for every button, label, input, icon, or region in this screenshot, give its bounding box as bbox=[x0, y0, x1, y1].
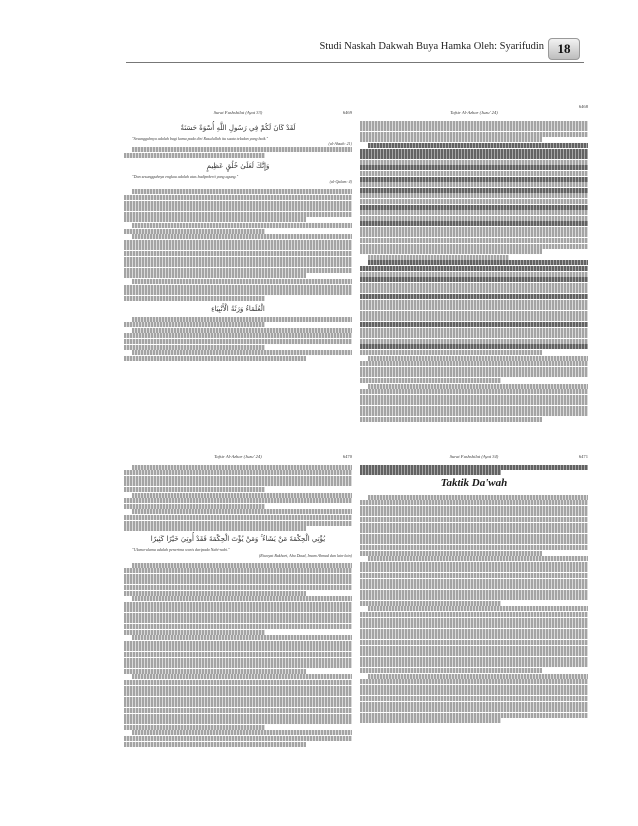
scanned-spread bbox=[124, 104, 594, 790]
scan-text-line bbox=[124, 345, 265, 350]
scan-text-line bbox=[360, 551, 542, 556]
scan-text-line bbox=[124, 663, 352, 668]
scan-text-line bbox=[360, 562, 588, 567]
scan-text-line bbox=[124, 618, 352, 623]
scan-text-line bbox=[360, 305, 588, 310]
scan-text-line bbox=[360, 210, 588, 215]
scan-text-line bbox=[124, 498, 352, 503]
scan-text-line bbox=[360, 470, 501, 475]
scan-text-line bbox=[124, 212, 352, 217]
scan-text-line bbox=[132, 635, 352, 640]
scan-text-line bbox=[360, 679, 588, 684]
scan-text-line bbox=[360, 618, 588, 623]
scan-text-line bbox=[360, 595, 588, 600]
scan-text-line bbox=[360, 221, 588, 226]
scan-text-line bbox=[360, 417, 542, 422]
scan-text-line bbox=[360, 601, 501, 606]
scan-text-line bbox=[360, 283, 588, 288]
scan-text-line bbox=[360, 361, 588, 366]
scan-text-line bbox=[124, 719, 352, 724]
scan-text-line bbox=[360, 137, 542, 142]
scan-text-line bbox=[360, 506, 588, 511]
scan-text-line bbox=[360, 367, 588, 372]
scan-text-line bbox=[360, 511, 588, 516]
scan-text-line bbox=[360, 372, 588, 377]
scan-text-line bbox=[360, 657, 588, 662]
scan-page-code: 6468 bbox=[578, 104, 588, 109]
scan-text-line bbox=[368, 384, 588, 389]
scan-text-line bbox=[124, 245, 352, 250]
scan-text-line bbox=[360, 193, 588, 198]
scan-text-line bbox=[124, 356, 306, 361]
scan-text-line bbox=[124, 195, 352, 200]
scan-text-line bbox=[132, 223, 352, 228]
scan-text-line bbox=[124, 697, 352, 702]
scan-page-bottom-left bbox=[124, 454, 352, 790]
scan-text-line bbox=[124, 251, 352, 256]
scan-text-line bbox=[360, 662, 588, 667]
scan-text-line bbox=[124, 268, 352, 273]
scan-text-line bbox=[360, 132, 588, 137]
scan-text-line bbox=[360, 154, 588, 159]
scan-page-top-left bbox=[124, 110, 352, 440]
scan-text-line bbox=[124, 153, 265, 158]
scan-text-line bbox=[360, 249, 542, 254]
scan-text-line bbox=[360, 590, 588, 595]
scan-text-line bbox=[124, 736, 352, 741]
scan-text-line bbox=[360, 188, 588, 193]
scan-text-line bbox=[360, 378, 501, 383]
scan-text-line bbox=[132, 730, 352, 735]
scan-text-line bbox=[124, 568, 352, 573]
scan-text-line bbox=[124, 686, 352, 691]
scan-text-line bbox=[360, 623, 588, 628]
scan-text-line bbox=[124, 273, 306, 278]
scan-text-line bbox=[124, 641, 352, 646]
scan-text-line bbox=[124, 504, 265, 509]
scan-text-line bbox=[360, 718, 501, 723]
scan-page-header bbox=[124, 110, 352, 120]
header-rule bbox=[126, 62, 584, 63]
scan-text-line bbox=[124, 630, 265, 635]
scan-text-line bbox=[360, 227, 588, 232]
scan-text-line bbox=[360, 288, 588, 293]
scan-text-line bbox=[360, 389, 588, 394]
scan-text-line bbox=[360, 713, 588, 718]
scan-text-line bbox=[124, 290, 352, 295]
scan-text-line bbox=[132, 596, 352, 601]
scan-text-line bbox=[360, 160, 588, 165]
scan-text-line bbox=[360, 316, 588, 321]
scan-text-line bbox=[132, 465, 352, 470]
scan-page-title: Surat Fushshilat (Ayat 33) bbox=[213, 110, 263, 115]
scan-text-line bbox=[360, 216, 588, 221]
scan-text-line bbox=[360, 545, 588, 550]
arabic-verse: وَإِنَّكَ لَعَلَىٰ خُلُقٍ عَظِيمٍ bbox=[206, 162, 270, 170]
scan-text-line bbox=[360, 579, 588, 584]
scan-text-line bbox=[132, 493, 352, 498]
scan-text-line bbox=[360, 465, 588, 470]
scan-text-line bbox=[360, 199, 588, 204]
scan-text-line bbox=[124, 669, 306, 674]
scan-text-line bbox=[124, 691, 352, 696]
scan-text-line bbox=[360, 400, 588, 405]
scan-text-line bbox=[124, 602, 352, 607]
scan-text-line bbox=[360, 272, 588, 277]
scan-text-line bbox=[360, 238, 588, 243]
scan-text-line bbox=[124, 339, 352, 344]
scan-text-line bbox=[124, 521, 352, 526]
scan-text-line bbox=[360, 344, 588, 349]
scan-page-code: 6471 bbox=[578, 454, 588, 459]
scan-text-line bbox=[360, 232, 588, 237]
verse-source: (al-Qalam: 4) bbox=[329, 179, 352, 185]
verse-source: (al-Ahzab: 21) bbox=[328, 141, 352, 147]
scan-text-line bbox=[360, 685, 588, 690]
scan-text-line bbox=[360, 523, 588, 528]
scan-text-line bbox=[360, 395, 588, 400]
verse-translation: "Sesungguhnya adalah bagi kamu pada diri Rasulullah itu suatu teladan yang baik." bbox=[132, 136, 269, 141]
scan-text-line bbox=[368, 674, 588, 679]
scan-text-line bbox=[124, 481, 352, 486]
scan-page-code: 6469 bbox=[342, 110, 352, 115]
scan-text-line bbox=[360, 651, 588, 656]
scan-page-header bbox=[360, 110, 588, 120]
scan-text-line bbox=[360, 333, 588, 338]
scan-text-line bbox=[360, 171, 588, 176]
scan-text-line bbox=[360, 328, 588, 333]
scan-text-line bbox=[124, 285, 352, 290]
scan-text-line bbox=[124, 646, 352, 651]
scan-page-title: Tafsir Al-Azhar (Juzu' 24) bbox=[214, 454, 262, 459]
scan-text-line bbox=[124, 574, 352, 579]
scan-text-line bbox=[124, 624, 352, 629]
arabic-verse: لَقَدْ كَانَ لَكُمْ فِي رَسُولِ اللَّهِ أُسْوَةٌ حَسَنَةٌ bbox=[180, 124, 296, 132]
scan-text-line bbox=[124, 201, 352, 206]
scan-text-line bbox=[360, 573, 588, 578]
scan-text-line bbox=[368, 143, 588, 148]
scan-text-line bbox=[360, 277, 588, 282]
scan-text-line bbox=[360, 517, 588, 522]
scan-text-line bbox=[360, 528, 588, 533]
scan-text-line bbox=[360, 500, 588, 505]
scan-text-line bbox=[124, 296, 265, 301]
scan-text-line bbox=[360, 322, 588, 327]
scan-text-line bbox=[360, 311, 588, 316]
scan-text-line bbox=[124, 515, 352, 520]
scan-text-line bbox=[360, 339, 588, 344]
verse-translation: "Ulama-ulama adalah penerima waris daripada Nabi-nabi." bbox=[132, 547, 230, 553]
scan-text-line bbox=[132, 189, 352, 194]
scan-text-line bbox=[368, 356, 588, 361]
scan-text-line bbox=[368, 606, 588, 611]
scan-text-line bbox=[360, 182, 588, 187]
scan-text-line bbox=[124, 476, 352, 481]
scan-text-line bbox=[360, 411, 588, 416]
scan-text-line bbox=[132, 279, 352, 284]
scan-text-line bbox=[124, 585, 352, 590]
scan-text-line bbox=[360, 707, 588, 712]
scan-text-line bbox=[360, 629, 588, 634]
scan-text-line bbox=[124, 229, 265, 234]
scan-page-bottom-right bbox=[360, 454, 588, 790]
scan-text-line bbox=[124, 240, 352, 245]
verse-translation: "Dan sesungguhnya engkau adalah atas budipekerti yang agung." bbox=[132, 174, 239, 179]
scan-text-line bbox=[124, 708, 352, 713]
scan-text-line bbox=[124, 591, 306, 596]
scan-text-line bbox=[368, 556, 588, 561]
scan-text-line bbox=[124, 579, 352, 584]
scan-text-line bbox=[360, 350, 542, 355]
scan-text-line bbox=[368, 495, 588, 500]
scan-text-line bbox=[124, 526, 306, 531]
scan-page-top-right bbox=[360, 104, 588, 440]
scan-text-line bbox=[360, 668, 542, 673]
scan-text-line bbox=[360, 702, 588, 707]
scan-text-line bbox=[124, 217, 306, 222]
scan-page-header bbox=[360, 454, 588, 464]
scan-page-header bbox=[124, 454, 352, 464]
section-title: Taktik Da'wah bbox=[440, 477, 508, 490]
scan-text-line bbox=[124, 487, 265, 492]
scan-page-title: Tafsir Al-Azhar (Juzu' 24) bbox=[450, 110, 498, 115]
scan-text-line bbox=[132, 317, 352, 322]
scan-text-line bbox=[124, 714, 352, 719]
scan-text-line bbox=[360, 126, 588, 131]
scan-text-line bbox=[360, 121, 588, 126]
scan-text-line bbox=[360, 634, 588, 639]
scan-text-line bbox=[124, 322, 265, 327]
scan-page-title: Surat Fushshilat (Ayat 34) bbox=[449, 454, 499, 459]
scan-text-line bbox=[124, 680, 352, 685]
scan-text-line bbox=[124, 658, 352, 663]
scan-text-line bbox=[124, 257, 352, 262]
scan-text-line bbox=[360, 205, 588, 210]
verse-source: (Riwayat Bukhari, Abu Daud, Imam Ahmad dan lain-lain) bbox=[258, 552, 352, 558]
scan-text-line bbox=[360, 539, 588, 544]
scan-text-line bbox=[360, 165, 588, 170]
scan-text-line bbox=[132, 147, 352, 152]
scan-text-line bbox=[360, 266, 588, 271]
scan-text-line bbox=[124, 742, 306, 747]
scan-text-line bbox=[360, 567, 588, 572]
scan-text-line bbox=[360, 244, 588, 249]
scan-text-line bbox=[360, 612, 588, 617]
running-title: Studi Naskah Dakwah Buya Hamka Oleh: Syarifudin bbox=[319, 41, 544, 52]
scan-text-line bbox=[360, 696, 588, 701]
scan-text-line bbox=[132, 509, 352, 514]
scan-text-line bbox=[124, 652, 352, 657]
arabic-verse: يُؤْتِي الْحِكْمَةَ مَنْ يَشَاءُ ۚ وَمَنْ يُؤْتَ الْحِكْمَةَ فَقَدْ أُوتِيَ خَيْرًا كَثِيرًا bbox=[150, 535, 326, 544]
scan-text-line bbox=[132, 350, 352, 355]
page-number-badge: 18 bbox=[548, 38, 580, 60]
scan-text-line bbox=[124, 206, 352, 211]
scan-text-line bbox=[124, 470, 352, 475]
scan-text-line bbox=[360, 584, 588, 589]
scan-text-line bbox=[360, 640, 588, 645]
scan-text-line bbox=[368, 255, 509, 260]
scan-text-line bbox=[360, 406, 588, 411]
scan-text-line bbox=[124, 262, 352, 267]
scan-text-line bbox=[360, 177, 588, 182]
scan-text-line bbox=[368, 260, 588, 265]
scan-text-line bbox=[132, 328, 352, 333]
scan-text-line bbox=[124, 607, 352, 612]
scan-text-line bbox=[360, 646, 588, 651]
scan-text-line bbox=[124, 702, 352, 707]
scan-text-line bbox=[132, 234, 352, 239]
scan-text-line bbox=[124, 725, 265, 730]
scan-text-line bbox=[360, 690, 588, 695]
arabic-verse: الْعُلَمَاءُ وَرَثَةُ الْأَنْبِيَاءِ bbox=[211, 304, 265, 313]
scan-text-line bbox=[360, 294, 588, 299]
scan-text-line bbox=[132, 563, 352, 568]
scan-text-line bbox=[132, 674, 352, 679]
page-header bbox=[0, 38, 638, 60]
scan-text-line bbox=[124, 333, 352, 338]
scan-text-line bbox=[124, 613, 352, 618]
scan-text-line bbox=[360, 534, 588, 539]
scan-page-code: 6470 bbox=[342, 454, 352, 459]
scan-text-line bbox=[360, 149, 588, 154]
scan-text-line bbox=[360, 300, 588, 305]
